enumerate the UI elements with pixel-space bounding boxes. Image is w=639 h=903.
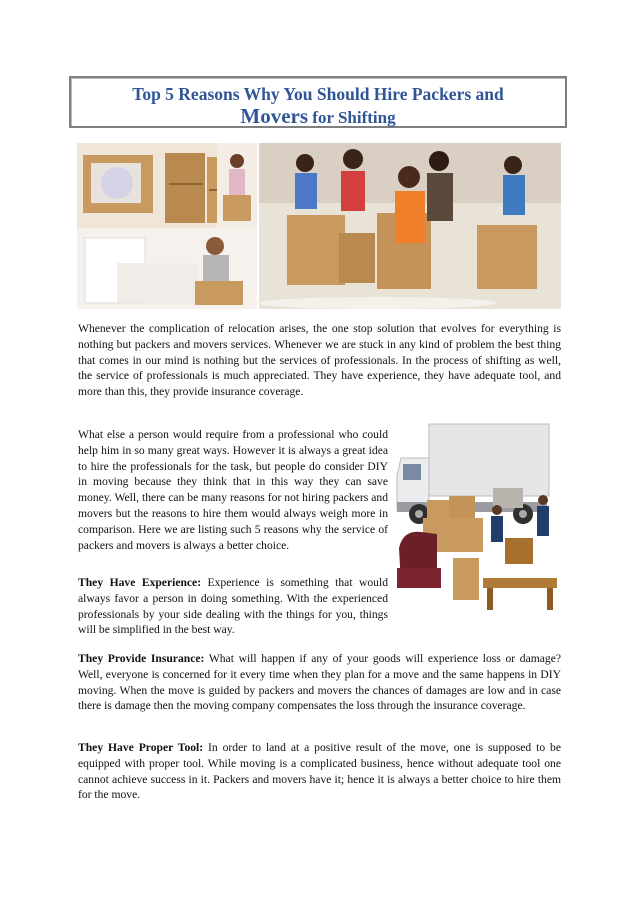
title-for-shifting: for Shifting: [308, 108, 396, 127]
insurance-paragraph: [78, 651, 561, 714]
second-paragraph: What else a person would require from a professional who could help him in so many great ways. However it is always a great idea to hire the professionals for the task, but people do consider DIY in moving because they think that in this way they can save money. Well, there can be many reasons for not hiring packers and movers but the reasons to hire them would always weigh more in comparison. Here we are listing such 5 reasons why the service of packers and movers is always a better choice.: [78, 428, 388, 552]
title-box: [69, 76, 567, 128]
moving-photo-collage: [77, 143, 561, 309]
insurance-heading: They Provide Insurance:: [78, 652, 205, 665]
title-movers: Movers: [240, 104, 309, 128]
title-line-1: Top 5 Reasons Why You Should Hire Packers and: [132, 84, 504, 104]
experience-heading: They Have Experience:: [78, 576, 202, 589]
experience-text: Experience is something that would always favor a person in doing something. With the experienced professionals by your side dealing with the things for you, things will be simplified in the best way.: [78, 576, 388, 637]
intro-paragraph: Whenever the complication of relocation arises, the one stop solution that evolves for everything is nothing but packers and movers services. Whenever we are stuck in any kind of problem the best thing that comes in our mind is nothing but the services of professionals. In the process of shifting as well, the service of professionals is much appreciated. They have experience, they have adequate tool, and more than this, they provide insurance coverage.: [78, 322, 561, 399]
title-line-2: [71, 104, 565, 129]
insurance-text: What will happen if any of your goods will experience loss or damage? Well, everyone is concerned for it every time when they plan for a move and the same happens in DIY moving. When the move is guided by packers and movers the chances of damages are low and in case there is damage then the moving company compensates the loss through the insurance coverage.: [78, 652, 562, 713]
experience-paragraph: [78, 575, 388, 638]
tool-heading: They Have Proper Tool:: [78, 741, 204, 754]
moving-truck-illustration: [393, 418, 563, 618]
tool-text: In order to land at a positive result of the move, one is supposed to be equipped with proper tool. While moving is a complicated business, hence without adequate tool one cannot achieve success in it. Packers and movers have it; hence it is always a better choice to hire them for the move.: [78, 741, 561, 802]
tool-paragraph: [78, 740, 561, 803]
